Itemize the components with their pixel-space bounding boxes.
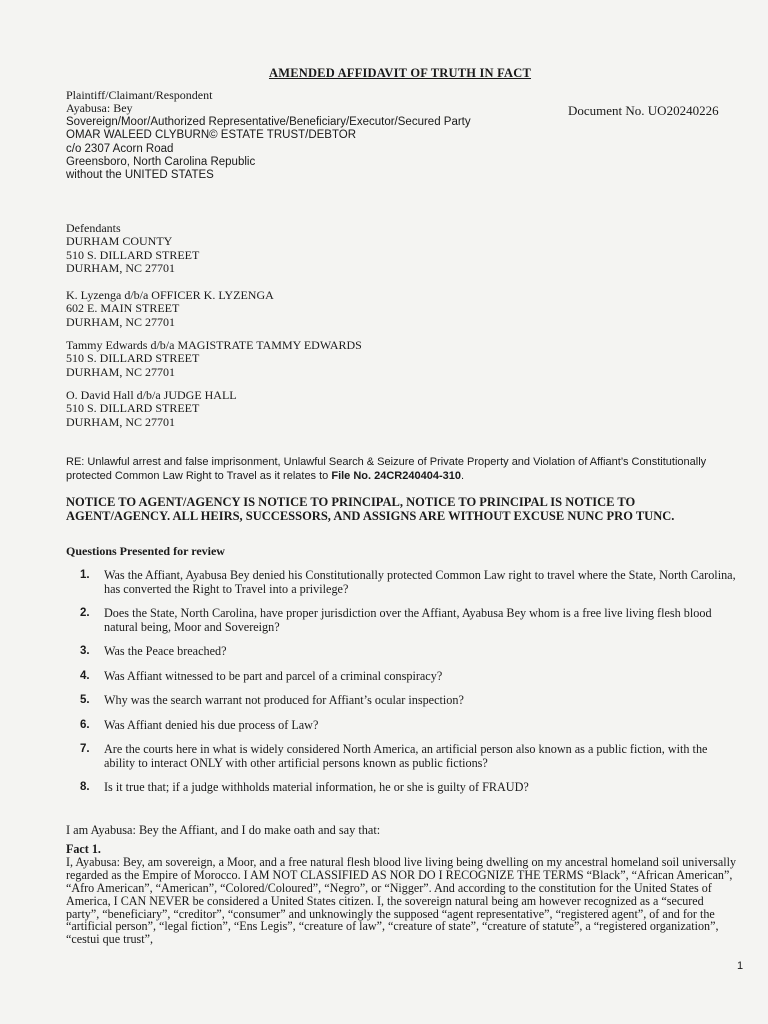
plaintiff-block	[66, 89, 471, 183]
defendant-line: 510 S. DILLARD STREET	[66, 247, 200, 262]
question-item	[80, 781, 740, 795]
defendant-line: O. David Hall d/b/a JUDGE HALL	[66, 388, 237, 402]
question-item	[80, 569, 740, 596]
defendant-line: DURHAM COUNTY	[66, 234, 173, 249]
defendants-heading: Defendants	[66, 221, 121, 235]
defendant-group	[66, 339, 362, 379]
file-number: File No. 24CR240404-310	[331, 469, 461, 482]
defendant-line: 510 S. DILLARD STREET	[66, 351, 200, 366]
defendant-line: Tammy Edwards d/b/a MAGISTRATE TAMMY EDWARDS	[66, 338, 362, 352]
defendant-group	[66, 289, 274, 329]
questions-list	[80, 569, 740, 806]
question-text: Why was the search warrant not produced for Affiant’s ocular inspection?	[104, 693, 464, 707]
defendant-line: DURHAM, NC 27701	[66, 314, 176, 329]
question-text: Is it true that; if a judge withholds material information, he or she is guilty of FRAUD?	[104, 780, 529, 794]
defendant-group	[66, 389, 237, 429]
page-number: 1	[737, 960, 744, 972]
defendants-block	[66, 222, 199, 276]
question-text: Does the State, North Carolina, have proper jurisdiction over the Affiant, Ayabusa Bey whom is a free live living flesh blood natural being, Moor and Sovereign?	[104, 606, 712, 634]
fact-body: I, Ayabusa: Bey, am sovereign, a Moor, and a free natural flesh blood live living being dwelling on my ancestral homeland soil universally regarded as the Empire of Morocco. I AM NOT CLASSIFIED AS NOR DO I RECOGNIZE THE TERMS “Black”, “African American”, “Afro American”, “American”, “Colored/Coloured”, “Negro”, or “Nigger”. And according to the constitution for the United States of America, I CAN NEVER be considered a United States citizen. I, the sovereign natural being am however recognized as a “secured party”, “beneficiary”, “creditor”, “consumer” and unknowingly the supposed “agent representative”, “registered agent”, of and for the “artificial person”, “legal fiction”, “Ens Legis”, “creature of law”, “creature of state”, “creature of statute”, a “registered organization”, “cestui que trust”,	[66, 854, 736, 947]
question-text: Was Affiant denied his due process of Law?	[104, 717, 319, 732]
question-item	[80, 719, 740, 733]
fact-heading: Fact 1.	[66, 842, 101, 856]
question-text: Was the Affiant, Ayabusa Bey denied his Constitutionally protected Common Law right to travel where the State, North Carolina, has converted the Right to Travel into a privilege?	[104, 568, 736, 596]
question-text: Was the Peace breached?	[104, 644, 227, 658]
document-number: Document No. UO20240226	[568, 103, 719, 118]
question-number: 1.	[80, 569, 90, 581]
question-item	[80, 670, 740, 684]
questions-heading: Questions Presented for review	[66, 544, 225, 558]
re-line	[66, 456, 726, 483]
defendant-line: K. Lyzenga d/b/a OFFICER K. LYZENGA	[66, 288, 274, 302]
document-title: AMENDED AFFIDAVIT OF TRUTH IN FACT	[268, 66, 532, 80]
plaintiff-line: OMAR WALEED CLYBURN© ESTATE TRUST/DEBTOR	[66, 129, 357, 142]
plaintiff-line: without the UNITED STATES	[66, 169, 214, 182]
question-item	[80, 694, 740, 708]
affirmation-line: I am Ayabusa: Bey the Affiant, and I do make oath and say that:	[66, 823, 381, 837]
question-number: 4.	[80, 669, 90, 682]
defendant-line: DURHAM, NC 27701	[66, 261, 176, 276]
defendant-line: DURHAM, NC 27701	[66, 364, 176, 379]
question-number: 3.	[80, 645, 90, 657]
question-item	[80, 607, 740, 634]
question-text: Are the courts here in what is widely considered North America, an artificial person also known as a public fiction, with the ability to interact ONLY with other artificial persons known as public fictions?	[104, 742, 708, 770]
plaintiff-line: Plaintiff/Claimant/Respondent	[66, 88, 213, 102]
question-number: 7.	[80, 743, 90, 755]
question-text: Was Affiant witnessed to be part and parcel of a criminal conspiracy?	[104, 668, 443, 683]
question-item	[80, 645, 740, 659]
question-number: 8.	[80, 781, 90, 793]
fact-1	[66, 843, 738, 946]
plaintiff-line: Ayabusa: Bey	[66, 101, 133, 116]
defendant-line: DURHAM, NC 27701	[66, 414, 176, 429]
plaintiff-line: Greensboro, North Carolina Republic	[66, 156, 256, 169]
question-number: 2.	[80, 607, 90, 619]
defendant-line: 602 E. MAIN STREET	[66, 301, 180, 316]
question-number: 6.	[80, 718, 90, 731]
plaintiff-line: c/o 2307 Acorn Road	[66, 142, 174, 155]
re-text: RE: Unlawful arrest and false imprisonment, Unlawful Search & Seizure of Private Property and Violation of Affiant’s Constitutionally protected Common Law Right to Travel as it relates to	[66, 456, 707, 482]
question-item	[80, 743, 740, 770]
defendant-line: 510 S. DILLARD STREET	[66, 401, 200, 416]
notice-paragraph: NOTICE TO AGENT/AGENCY IS NOTICE TO PRINCIPAL, NOTICE TO PRINCIPAL IS NOTICE TO AGENT/AGENCY. ALL HEIRS, SUCCESSORS, AND ASSIGNS ARE WITHOUT EXCUSE NUNC PRO TUNC.	[66, 495, 675, 523]
re-end: .	[460, 469, 465, 482]
plaintiff-line: Sovereign/Moor/Authorized Representative/Beneficiary/Executor/Secured Party	[66, 115, 471, 128]
question-number: 5.	[80, 694, 90, 706]
